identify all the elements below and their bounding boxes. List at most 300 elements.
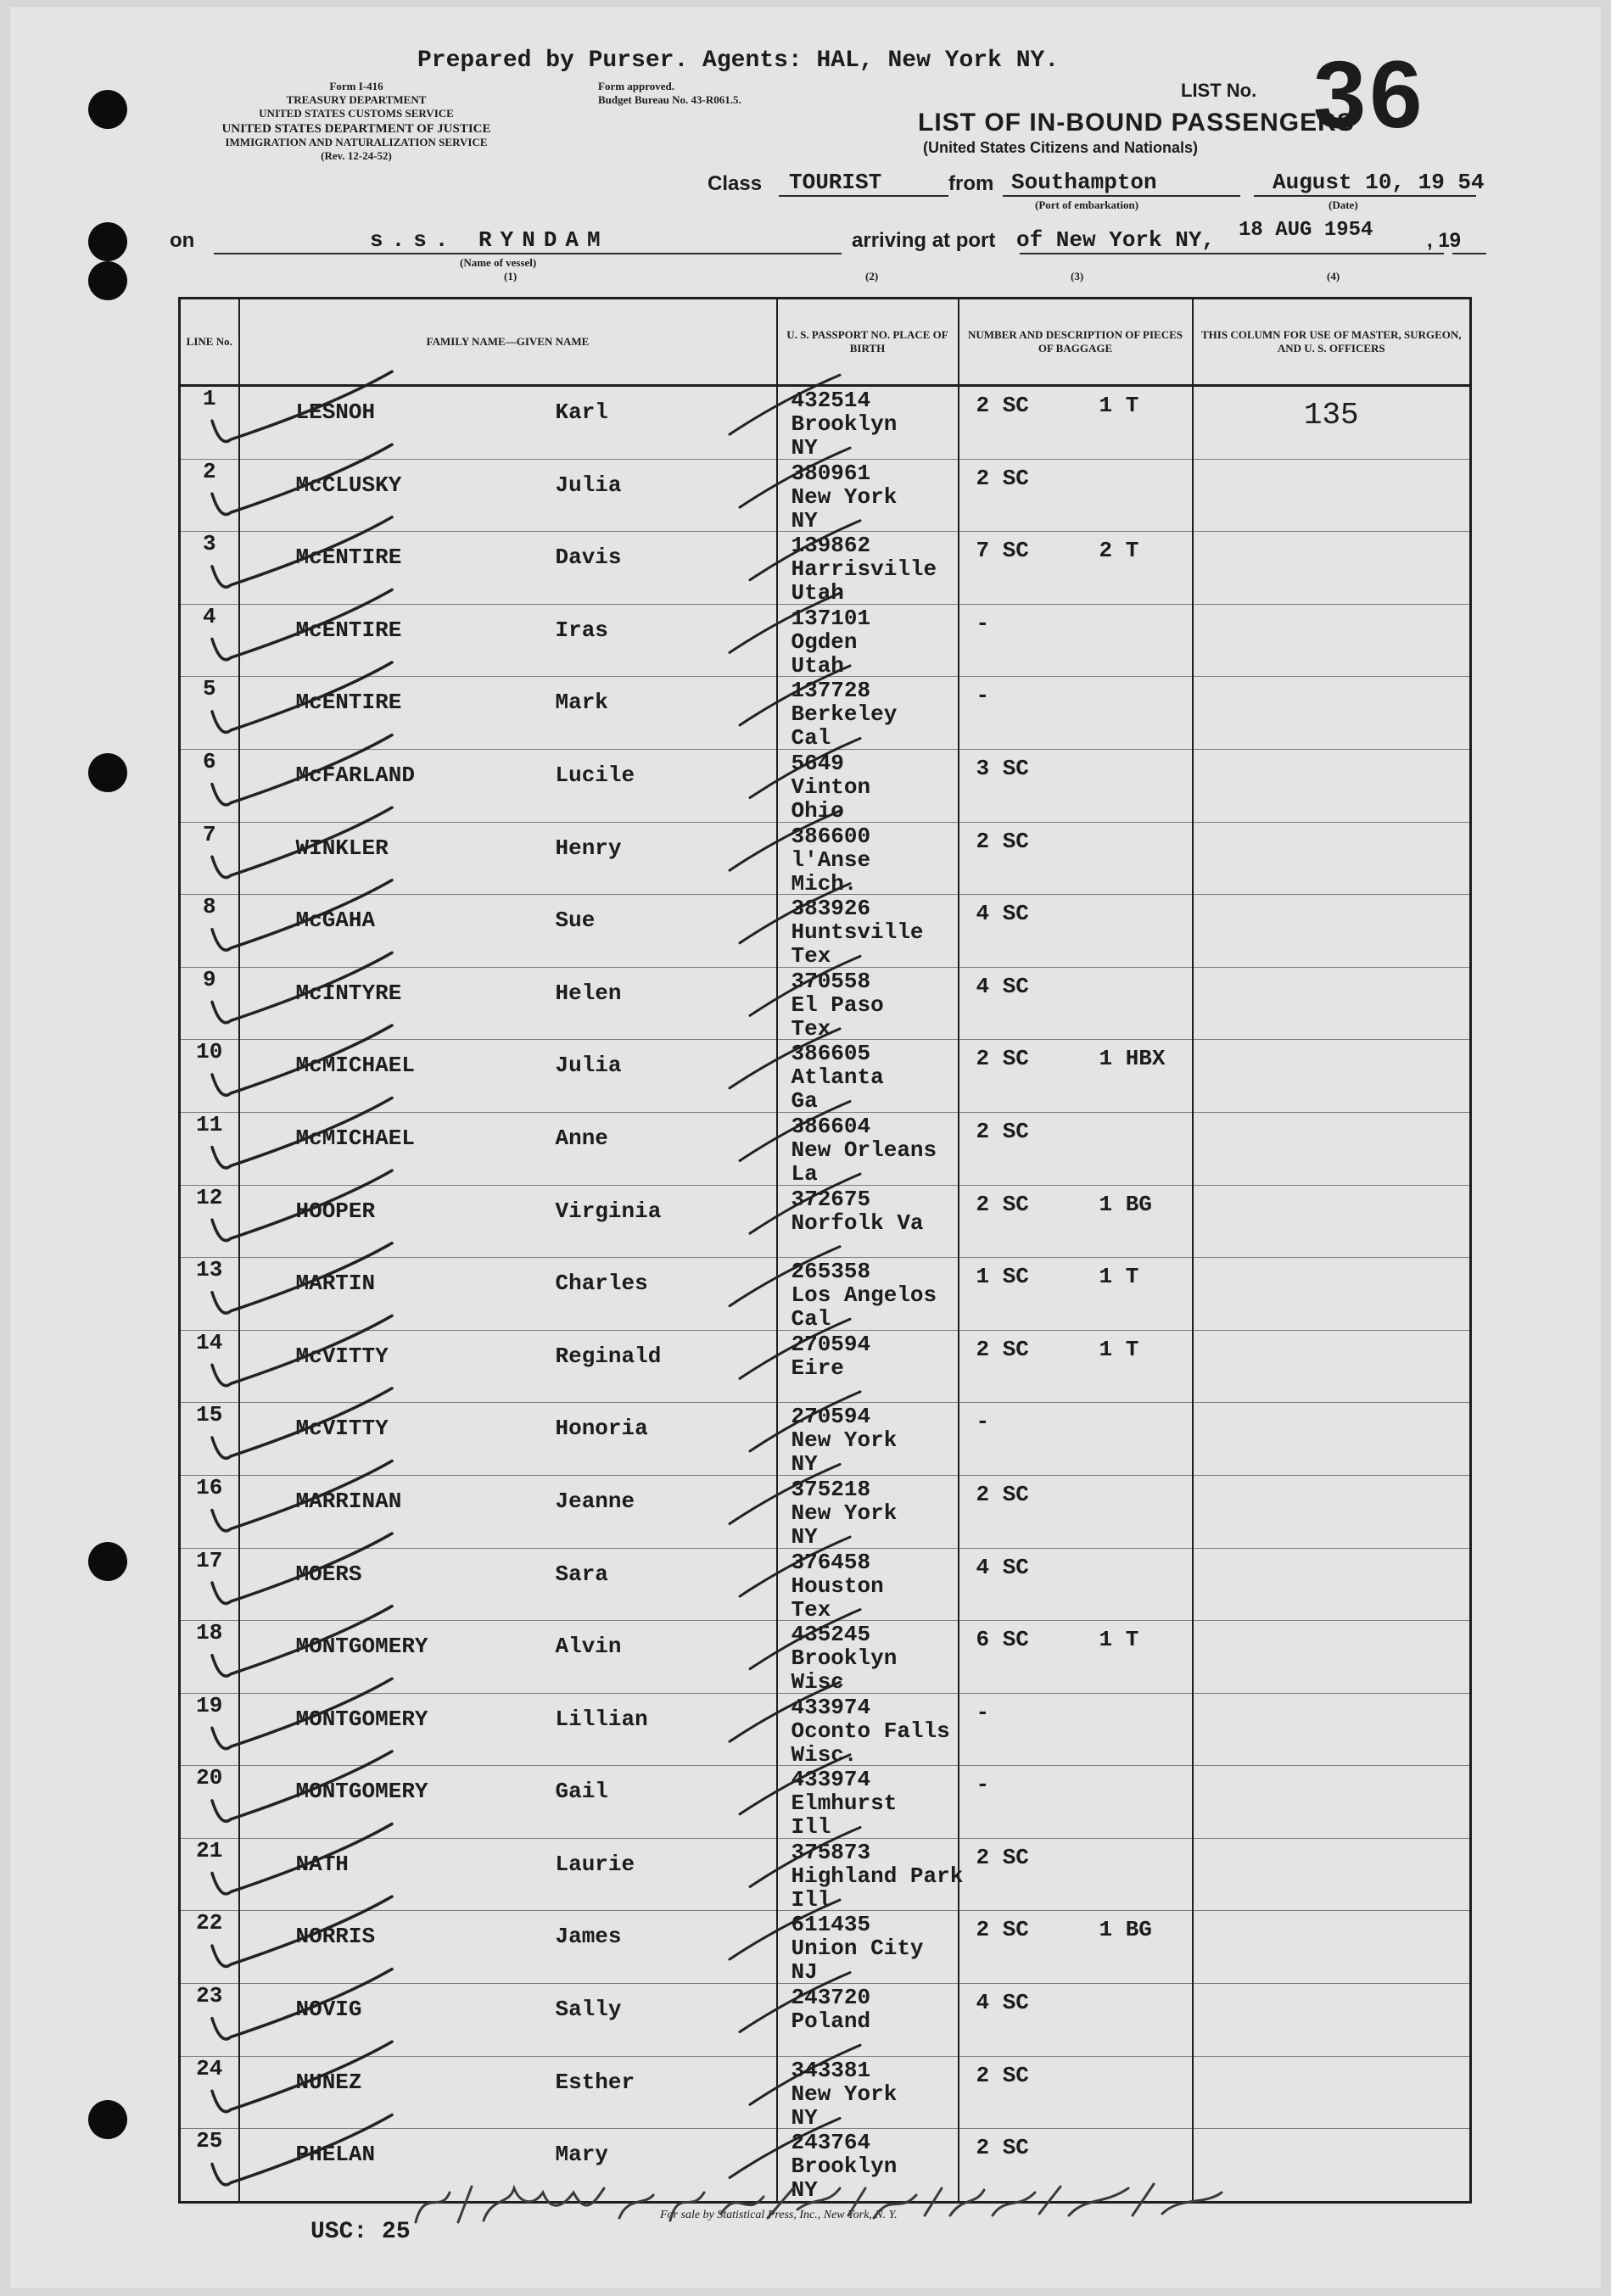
- line-number: 22: [196, 1910, 223, 1936]
- baggage-cell: [959, 1693, 1193, 1766]
- birthplace-line-1: Union City: [791, 1936, 924, 1962]
- officer-cell: [1193, 1112, 1471, 1185]
- passport-cell: [777, 1112, 959, 1185]
- given-name: Sue: [555, 908, 596, 934]
- baggage-cell: [959, 1112, 1193, 1185]
- passport-number: 432514: [791, 388, 871, 413]
- passport-number: 433974: [791, 1694, 871, 1720]
- birthplace-line-1: New York: [791, 483, 898, 510]
- baggage-primary: -: [976, 1699, 990, 1725]
- given-name: Charles: [555, 1271, 648, 1297]
- baggage-primary: 2 SC: [976, 1481, 1029, 1507]
- given-name: Helen: [555, 980, 622, 1006]
- date-label: (Date): [1329, 198, 1358, 211]
- line-number-cell: [180, 604, 239, 677]
- column-number-1: (1): [504, 270, 517, 282]
- passport-cell: [777, 1838, 964, 1913]
- baggage-secondary: 1 T: [1099, 393, 1139, 418]
- birthplace-line-2: Ga: [791, 1088, 818, 1114]
- baggage-cell: [959, 2056, 1193, 2129]
- table-row: [180, 1766, 1471, 1839]
- birthplace-line-2: Ill: [791, 1814, 831, 1841]
- table-row: [180, 1403, 1471, 1476]
- name-cell: [239, 1984, 777, 2057]
- binder-hole-3: [88, 261, 127, 300]
- line-number: 13: [196, 1257, 223, 1283]
- line-number: 18: [196, 1620, 223, 1646]
- ins-service: IMMIGRATION AND NATURALIZATION SERVICE: [225, 136, 488, 148]
- baggage-secondary: 1 BG: [1099, 1191, 1152, 1217]
- line-number-cell: [180, 1693, 239, 1766]
- baggage-primary: 4 SC: [976, 901, 1029, 927]
- line-number-cell: [180, 1185, 239, 1258]
- birthplace-line-2: NJ: [791, 1959, 818, 1986]
- line-number: 25: [196, 2128, 223, 2154]
- baggage-cell: [959, 1330, 1193, 1403]
- family-name: WINKLER: [295, 835, 389, 861]
- birthplace-line-2: NY: [791, 507, 818, 533]
- officer-cell: [1193, 2056, 1471, 2129]
- baggage-primary: 2 SC: [976, 1336, 1029, 1362]
- officer-cell: [1193, 967, 1471, 1040]
- baggage-primary: 2 SC: [976, 828, 1029, 854]
- passport-number: 433974: [791, 1767, 871, 1793]
- family-name: HOOPER: [295, 1198, 376, 1224]
- family-name: MARRINAN: [295, 1488, 402, 1514]
- baggage-primary: 4 SC: [976, 973, 1029, 999]
- line-number: 21: [196, 1837, 223, 1863]
- officer-cell: [1193, 1911, 1471, 1984]
- baggage-secondary: 1 T: [1099, 1627, 1139, 1653]
- baggage-primary: 2 SC: [976, 2062, 1029, 2088]
- passport-cell: [777, 1403, 959, 1476]
- line-number: 15: [196, 1402, 223, 1428]
- birthplace-line-1: Poland: [791, 2008, 871, 2035]
- officer-cell: [1193, 1838, 1471, 1911]
- birthplace-line-2: Ill: [791, 1886, 831, 1913]
- birthplace-line-2: NY: [791, 435, 818, 461]
- list-number: 36: [1313, 42, 1426, 148]
- birthplace-line-1: Brooklyn: [791, 1645, 898, 1672]
- baggage-primary: 2 SC: [976, 465, 1029, 491]
- baggage-primary: 2 SC: [976, 2135, 1029, 2161]
- given-name: Gail: [555, 1779, 608, 1805]
- arriving-label: arriving at port: [852, 229, 996, 252]
- name-cell: [239, 1911, 777, 1984]
- birthplace-line-1: New Orleans: [791, 1137, 937, 1163]
- table-row: [180, 1185, 1471, 1258]
- name-cell: [239, 1185, 777, 1258]
- line-number: 3: [202, 531, 216, 557]
- officer-cell: [1193, 2129, 1471, 2203]
- passport-number: 370558: [791, 968, 871, 994]
- given-name: Lucile: [555, 762, 635, 788]
- officer-cell: [1193, 1403, 1471, 1476]
- family-name: McENTIRE: [295, 545, 402, 571]
- birthplace-line-1: Brooklyn: [791, 2154, 898, 2180]
- binder-hole-6: [88, 2100, 127, 2139]
- baggage-primary: 7 SC: [976, 538, 1029, 564]
- name-cell: [239, 1258, 777, 1331]
- birthplace-line-1: Los Angelos: [791, 1282, 937, 1309]
- name-cell: [239, 1040, 777, 1113]
- officer-cell: [1193, 1185, 1471, 1258]
- passport-number: 386605: [791, 1041, 871, 1067]
- passport-cell: [777, 677, 959, 750]
- birthplace-line-2: La: [791, 1160, 818, 1187]
- family-name: McCLUSKY: [295, 472, 402, 498]
- line-number-cell: [180, 1330, 239, 1403]
- name-cell: [239, 749, 777, 822]
- birthplace-line-1: Oconto Falls: [791, 1718, 950, 1744]
- line-number: 4: [202, 603, 216, 629]
- given-name: Julia: [555, 472, 622, 498]
- passport-number: 243764: [791, 2130, 871, 2156]
- table-row: [180, 895, 1471, 968]
- passport-cell: [777, 1911, 959, 1984]
- passport-cell: [777, 749, 959, 822]
- arrival-date-stamp: 18 AUG 1954: [1239, 219, 1373, 242]
- baggage-cell: [959, 822, 1193, 895]
- baggage-primary: 2 SC: [976, 1844, 1029, 1870]
- line-number-cell: [180, 1621, 239, 1694]
- given-name: James: [555, 1924, 622, 1950]
- line-number: 20: [196, 1765, 223, 1791]
- name-cell: [239, 2056, 777, 2129]
- family-name: MOERS: [295, 1561, 362, 1587]
- birthplace-line-2: Utah: [791, 652, 844, 679]
- officer-cell: [1193, 386, 1471, 460]
- officer-cell: [1193, 604, 1471, 677]
- column-number-4: (4): [1327, 270, 1340, 282]
- passport-number: 270594: [791, 1331, 871, 1357]
- passport-number: 376458: [791, 1549, 871, 1575]
- line-number-cell: [180, 895, 239, 968]
- birthplace-line-2: Wisc.: [791, 1741, 858, 1768]
- baggage-secondary: 1 T: [1099, 1264, 1139, 1290]
- baggage-primary: 2 SC: [976, 1917, 1029, 1943]
- birthplace-line-2: Wisc: [791, 1669, 844, 1695]
- baggage-primary: -: [976, 683, 990, 709]
- birthplace-line-1: New York: [791, 1427, 898, 1454]
- baggage-secondary: 1 BG: [1099, 1917, 1152, 1943]
- officer-cell: [1193, 822, 1471, 895]
- passport-cell: [777, 1984, 959, 2057]
- passport-number: 243720: [791, 1985, 871, 2011]
- line-number: 14: [196, 1329, 223, 1355]
- officer-notation: 135: [1303, 398, 1359, 433]
- name-cell: [239, 386, 777, 460]
- table-row: [180, 1040, 1471, 1113]
- line-number-cell: [180, 1766, 239, 1839]
- officer-cell: [1193, 1040, 1471, 1113]
- name-cell: [239, 532, 777, 605]
- baggage-cell: [959, 749, 1193, 822]
- passport-number: 5649: [791, 750, 844, 776]
- table-row: [180, 1330, 1471, 1403]
- baggage-cell: [959, 1185, 1193, 1258]
- from-label: from: [948, 172, 994, 195]
- table-row: [180, 386, 1471, 460]
- baggage-cell: [959, 1838, 1193, 1911]
- birthplace-line-2: Tex: [791, 943, 831, 969]
- passport-cell: [777, 1475, 959, 1548]
- table-row: [180, 532, 1471, 605]
- name-cell: [239, 967, 777, 1040]
- birthplace-line-1: New York: [791, 2081, 898, 2107]
- binder-hole-1: [88, 90, 127, 129]
- officer-cell: [1193, 1766, 1471, 1839]
- name-cell: [239, 1475, 777, 1548]
- passport-number: 375218: [791, 1476, 871, 1502]
- line-number-cell: [180, 532, 239, 605]
- line-number: 24: [196, 2055, 223, 2081]
- baggage-secondary: 1 T: [1099, 1336, 1139, 1362]
- family-name: McMICHAEL: [295, 1053, 415, 1079]
- given-name: Anne: [555, 1125, 608, 1151]
- family-name: McVITTY: [295, 1343, 389, 1369]
- line-number-cell: [180, 2056, 239, 2129]
- given-name: Alvin: [555, 1634, 622, 1660]
- officer-cell: [1193, 1984, 1471, 2057]
- family-name: McGAHA: [295, 908, 376, 934]
- birthplace-line-1: El Paso: [791, 992, 884, 1018]
- birthplace-line-2: Ohio: [791, 797, 844, 824]
- binder-hole-4: [88, 753, 127, 792]
- birthplace-line-2: Tex: [791, 1015, 831, 1042]
- line-number: 2: [202, 458, 216, 484]
- given-name: Sally: [555, 1997, 622, 2023]
- line-number-cell: [180, 1984, 239, 2057]
- name-cell: [239, 604, 777, 677]
- given-name: Julia: [555, 1053, 622, 1079]
- passport-number: 375873: [791, 1839, 871, 1865]
- family-name: McENTIRE: [295, 690, 402, 716]
- birthplace-line-1: Elmhurst: [791, 1790, 898, 1817]
- name-cell: [239, 1838, 777, 1911]
- table-row: [180, 1112, 1471, 1185]
- baggage-cell: [959, 1475, 1193, 1548]
- birthplace-line-2: NY: [791, 1523, 818, 1550]
- baggage-primary: 2 SC: [976, 1118, 1029, 1144]
- port-of-arrival-value: of New York NY,: [1016, 227, 1216, 253]
- baggage-cell: [959, 895, 1193, 968]
- passport-number: 435245: [791, 1622, 871, 1648]
- table-row: [180, 2056, 1471, 2129]
- form-approved: Form approved.: [598, 80, 675, 92]
- line-number-cell: [180, 677, 239, 750]
- birthplace-line-1: Harrisville: [791, 556, 937, 583]
- birthplace-line-2: Cal: [791, 1306, 831, 1332]
- col-header-officers: THIS COLUMN FOR USE OF MASTER, SURGEON, AND U. S. OFFICERS: [1193, 299, 1471, 386]
- baggage-cell: [959, 604, 1193, 677]
- passenger-table: [178, 297, 1472, 2204]
- family-name: PHELAN: [295, 2142, 376, 2168]
- birthplace-line-1: Ogden: [791, 628, 858, 655]
- baggage-cell: [959, 1621, 1193, 1694]
- table-row: [180, 604, 1471, 677]
- passport-number: 611435: [791, 1912, 871, 1938]
- passport-cell: [777, 1040, 959, 1113]
- line-number-cell: [180, 967, 239, 1040]
- officer-cell: [1193, 1548, 1471, 1621]
- baggage-secondary: 1 HBX: [1099, 1046, 1166, 1072]
- birthplace-line-1: Atlanta: [791, 1064, 884, 1091]
- baggage-primary: 6 SC: [976, 1627, 1029, 1653]
- justice-dept: UNITED STATES DEPARTMENT OF JUSTICE: [221, 122, 491, 136]
- passport-cell: [777, 459, 959, 532]
- baggage-cell: [959, 677, 1193, 750]
- passport-number: 386604: [791, 1113, 871, 1139]
- baggage-cell: [959, 532, 1193, 605]
- binder-hole-2: [88, 222, 127, 261]
- birthplace-line-1: Norfolk Va: [791, 1209, 924, 1236]
- printer-credit: For sale by Statistical Press, Inc., New York, N. Y.: [660, 2209, 898, 2221]
- given-name: Virginia: [555, 1198, 662, 1224]
- line-number: 17: [196, 1547, 223, 1573]
- family-name: MARTIN: [295, 1271, 376, 1297]
- table-row: [180, 677, 1471, 750]
- baggage-cell: [959, 2129, 1193, 2203]
- name-cell: [239, 677, 777, 750]
- family-name: McFARLAND: [295, 762, 415, 788]
- birthplace-line-1: New York: [791, 1500, 898, 1526]
- table-row: [180, 749, 1471, 822]
- name-cell: [239, 822, 777, 895]
- given-name: Jeanne: [555, 1488, 635, 1514]
- given-name: Iras: [555, 617, 608, 643]
- baggage-cell: [959, 459, 1193, 532]
- birthplace-line-2: NY: [791, 2177, 818, 2204]
- baggage-cell: [959, 1040, 1193, 1113]
- name-cell: [239, 895, 777, 968]
- col-header-name: FAMILY NAME—GIVEN NAME: [239, 299, 777, 386]
- col-header-passport: U. S. PASSPORT NO. PLACE OF BIRTH: [777, 299, 959, 386]
- line-number-cell: [180, 459, 239, 532]
- line-number-cell: [180, 1403, 239, 1476]
- officer-cell: [1193, 1475, 1471, 1548]
- table-header-row: [180, 299, 1471, 386]
- line-number-cell: [180, 1911, 239, 1984]
- passport-cell: [777, 895, 959, 968]
- name-cell: [239, 1766, 777, 1839]
- name-cell: [239, 1693, 777, 1766]
- table-row: [180, 1911, 1471, 1984]
- passport-cell: [777, 1766, 959, 1839]
- passport-number: 343381: [791, 2057, 871, 2083]
- name-cell: [239, 1403, 777, 1476]
- class-label: Class: [708, 172, 763, 195]
- given-name: Honoria: [555, 1416, 648, 1442]
- passport-cell: [777, 967, 959, 1040]
- baggage-cell: [959, 1258, 1193, 1331]
- budget-bureau: Budget Bureau No. 43-R061.5.: [598, 93, 741, 106]
- baggage-cell: [959, 386, 1193, 460]
- line-number-cell: [180, 749, 239, 822]
- passport-cell: [777, 1258, 959, 1331]
- family-name: MONTGOMERY: [295, 1779, 428, 1805]
- usc-count: USC: 25: [310, 2219, 411, 2245]
- column-number-2: (2): [865, 270, 879, 282]
- baggage-primary: 1 SC: [976, 1264, 1029, 1290]
- list-subtitle: (United States Citizens and Nationals): [923, 139, 1199, 156]
- line-number: 6: [202, 748, 216, 774]
- family-name: MONTGOMERY: [295, 1634, 428, 1660]
- birthplace-line-1: l'Anse: [791, 846, 871, 873]
- line-number: 16: [196, 1474, 223, 1500]
- line-number-cell: [180, 1040, 239, 1113]
- line-number: 5: [202, 676, 216, 702]
- birthplace-line-2: NY: [791, 2104, 818, 2131]
- birthplace-line-1: Highland Park: [791, 1863, 964, 1889]
- approval-block: [598, 80, 741, 107]
- port-of-embarkation-label: (Port of embarkation): [1035, 198, 1139, 211]
- given-name: Laurie: [555, 1851, 635, 1877]
- vessel-name-value: s.s. RYNDAM: [370, 227, 609, 253]
- departure-date-value: August 10, 19 54: [1273, 170, 1485, 195]
- family-name: McINTYRE: [295, 980, 402, 1006]
- baggage-primary: 2 SC: [976, 393, 1029, 418]
- line-number: 9: [202, 966, 216, 992]
- officer-cell: [1193, 895, 1471, 968]
- passport-cell: [777, 2129, 959, 2203]
- family-name: MONTGOMERY: [295, 1706, 428, 1732]
- line-number: 19: [196, 1692, 223, 1718]
- line-number-cell: [180, 386, 239, 460]
- port-of-embarkation-value: Southampton: [1011, 170, 1157, 195]
- passport-number: 372675: [791, 1186, 871, 1212]
- officer-cell: [1193, 1621, 1471, 1694]
- table-row: [180, 1475, 1471, 1548]
- passport-cell: [777, 532, 959, 605]
- passport-number: 386600: [791, 823, 871, 849]
- family-name: NOVIG: [295, 1997, 362, 2023]
- passport-cell: [777, 1330, 959, 1403]
- passport-cell: [777, 1621, 959, 1694]
- birthplace-line-1: Huntsville: [791, 919, 924, 946]
- form-number: Form I-416: [329, 80, 383, 92]
- table-row: [180, 1984, 1471, 2057]
- name-cell: [239, 1330, 777, 1403]
- table-row: [180, 1258, 1471, 1331]
- family-name: LESNOH: [295, 399, 376, 425]
- baggage-primary: 2 SC: [976, 1046, 1029, 1072]
- given-name: Mark: [555, 690, 608, 716]
- table-row: [180, 459, 1471, 532]
- given-name: Davis: [555, 545, 622, 571]
- form-block: [204, 80, 509, 163]
- family-name: NATH: [295, 1851, 349, 1877]
- passport-number: 137728: [791, 678, 871, 704]
- officer-cell: [1193, 1693, 1471, 1766]
- list-no-label: LIST No.: [1181, 80, 1257, 101]
- line-number: 12: [196, 1184, 223, 1210]
- column-number-3: (3): [1071, 270, 1084, 282]
- birthplace-line-2: Mich.: [791, 870, 858, 897]
- vessel-name-label: (Name of vessel): [460, 256, 537, 269]
- baggage-primary: 3 SC: [976, 755, 1029, 781]
- prepared-by-line: Prepared by Purser. Agents: HAL, New York NY.: [417, 47, 1060, 74]
- birthplace-line-2: Cal: [791, 725, 831, 751]
- baggage-cell: [959, 1911, 1193, 1984]
- baggage-primary: -: [976, 1409, 990, 1435]
- table-row: [180, 1621, 1471, 1694]
- class-value: TOURIST: [789, 170, 882, 195]
- line-number: 10: [196, 1039, 223, 1065]
- binder-hole-5: [88, 1542, 127, 1581]
- given-name: Lillian: [555, 1706, 648, 1732]
- table-row: [180, 1838, 1471, 1911]
